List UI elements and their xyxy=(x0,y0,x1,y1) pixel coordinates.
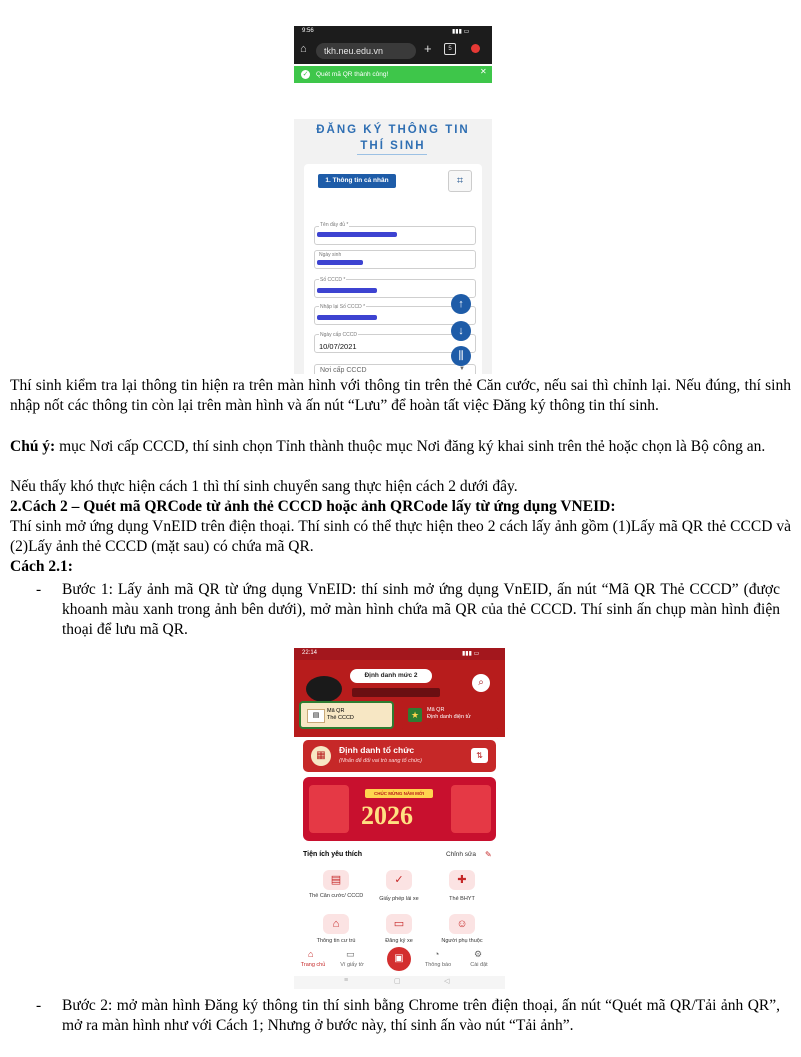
bell-icon[interactable]: ◔ xyxy=(434,949,440,959)
search-icon[interactable]: ⌕ xyxy=(472,674,490,692)
title-underline xyxy=(357,154,427,155)
org-identity-card[interactable] xyxy=(303,740,496,772)
paragraph-note xyxy=(10,437,791,457)
status-bar xyxy=(294,26,492,38)
dob-label: Ngày sinh xyxy=(319,252,342,258)
tab-wallet[interactable]: Ví giấy tờ xyxy=(340,962,364,968)
switch-icon[interactable]: ⇅ xyxy=(471,748,488,763)
success-toast: Quét mã QR thành công! xyxy=(294,66,492,83)
recents-icon[interactable]: ≡ xyxy=(344,977,349,984)
signal-battery-icon: ▮▮▮ ▭ xyxy=(452,29,470,35)
building-icon: ▦ xyxy=(311,746,331,766)
tabs-icon[interactable]: 5 xyxy=(444,43,456,55)
dependents-icon[interactable]: ☺ xyxy=(449,914,475,934)
heading-method-2: 2.Cách 2 – Quét mã QRCode từ ảnh thẻ CCCD hoặc ảnh QRCode lấy từ ứng dụng VNEID: xyxy=(10,498,616,515)
arrow-up-icon[interactable]: ↑ xyxy=(451,294,471,314)
new-tab-icon[interactable]: + xyxy=(424,41,432,56)
heading-method-2-1: Cách 2.1: xyxy=(10,558,73,575)
qr-cccd-text xyxy=(327,708,354,722)
phone-screenshot-vneid xyxy=(294,648,505,989)
id-number-label: Số CCCD * xyxy=(320,277,346,283)
bullet-dash: - xyxy=(36,581,42,598)
utility-bhyt-label: Thẻ BHYT xyxy=(449,896,475,902)
utility-id-card-label: Thẻ Căn cước/ CCCD xyxy=(308,893,364,899)
id-card-icon[interactable]: ▤ xyxy=(323,870,349,890)
profile-icon[interactable] xyxy=(471,44,480,53)
utility-residence-label: Thông tin cư trú xyxy=(316,938,356,944)
id-card-icon: ▤ xyxy=(307,709,325,723)
fullname-label: Tên đầy đủ * xyxy=(320,222,349,228)
residence-icon[interactable]: ⌂ xyxy=(323,914,349,934)
qr-eid-text xyxy=(427,707,471,721)
banner-year: 2026 xyxy=(361,801,413,830)
qr-scan-button[interactable]: ⌗ xyxy=(448,170,472,192)
utility-license-label: Giấy phép lái xe xyxy=(379,896,419,902)
qr-cccd-button[interactable] xyxy=(299,701,394,729)
utility-dependents-label: Người phụ thuộc xyxy=(441,938,483,944)
issue-place-placeholder: Nơi cấp CCCD xyxy=(320,367,367,374)
banner-left-panel xyxy=(309,785,349,833)
url-bar[interactable]: tkh.neu.edu.vn xyxy=(316,43,416,59)
emblem-icon: ★ xyxy=(408,708,422,722)
phone-screenshot-registration xyxy=(294,26,492,374)
check-icon: ✓ xyxy=(302,71,309,78)
bullet-dash-2: - xyxy=(36,997,42,1014)
gear-icon[interactable]: ⚙ xyxy=(474,949,483,959)
pencil-icon[interactable]: ✎ xyxy=(485,850,492,859)
favorites-title: Tiện ích yêu thích xyxy=(303,851,362,858)
redacted-name xyxy=(352,688,440,697)
redacted-id xyxy=(317,288,377,293)
tab-personal-info[interactable]: 1. Thông tin cá nhân xyxy=(318,174,396,188)
status-time: 9:56 xyxy=(302,28,314,34)
paragraph-switch-method: Nếu thấy khó thực hiện cách 1 thì thí sinh chuyển sang thực hiện cách 2 dưới đây. xyxy=(10,478,518,495)
paragraph-check-info: Thí sinh kiểm tra lại thông tin hiện ra trên màn hình với thông tin trên thẻ Căn cước, nếu sai thì chỉnh lại. Nếu đúng, thí sinh nhập nốt các thông tin còn lại trên màn hình và ấn nút “Lưu” để hoàn tất việc Đăng ký thông tin thí sinh. xyxy=(10,377,791,414)
status-bar xyxy=(294,648,505,660)
redacted-name xyxy=(317,232,397,237)
page-title-line1: ĐĂNG KÝ THÔNG TIN xyxy=(316,124,470,136)
health-insurance-icon[interactable]: ✚ xyxy=(449,870,475,890)
close-icon[interactable]: ✕ xyxy=(480,67,487,76)
issue-date-value: 10/07/2021 xyxy=(319,342,357,351)
redacted-dob xyxy=(317,260,363,265)
wallet-tab-icon[interactable]: ▭ xyxy=(346,949,355,959)
tab-notifications[interactable]: Thông báo xyxy=(424,962,452,968)
tab-home[interactable]: Trang chủ xyxy=(300,962,326,968)
note-text: mục Nơi cấp CCCD, thí sinh chọn Tỉnh thành thuộc mục Nơi đăng ký khai sinh trên thẻ hoặc chọn là Bộ công an. xyxy=(55,438,766,455)
page-title-line2: THÍ SINH xyxy=(360,140,426,152)
vehicle-icon[interactable]: ▭ xyxy=(386,914,412,934)
step-1: Bước 1: Lấy ảnh mã QR từ ứng dụng VnEID: thí sinh mở ứng dụng VnEID, ấn nút “Mã QR Thẻ CCCD” (được khoanh màu xanh trong ảnh bên dưới), mở màn hình chứa mã QR của thẻ CCCD. Thí sinh ấn chụp màn hình điện thoại để lưu mã QR. xyxy=(62,581,780,638)
home-nav-icon[interactable]: ▢ xyxy=(394,978,401,985)
step-2: Bước 2: mở màn hình Đăng ký thông tin thí sinh bằng Chrome trên điện thoại, ấn nút “Quét mã QR/Tải ảnh QR”, mở ra màn hình như với Cách 1; Nhưng ở bước này, thí sinh ấn vào nút “Tải ảnh”. xyxy=(62,997,780,1034)
utility-vehicle-label: Đăng ký xe xyxy=(385,938,413,944)
qr-eid-line2: Định danh điện tử xyxy=(427,714,471,720)
qr-cccd-line2: Thẻ CCCD xyxy=(327,715,354,721)
android-nav-bar xyxy=(294,976,505,989)
home-tab-icon[interactable]: ⌂ xyxy=(308,949,314,959)
issue-date-label: Ngày cấp CCCD xyxy=(320,332,357,338)
qr-center-button[interactable]: ▣ xyxy=(387,947,411,971)
signal-battery-icon: ▮▮▮ ▭ xyxy=(462,651,480,657)
banner-tag: CHÚC MỪNG NĂM MỚI xyxy=(365,789,433,798)
qr-cccd-line1: Mã QR xyxy=(327,708,345,714)
chevron-down-icon: ▼ xyxy=(459,366,465,372)
back-icon[interactable]: ◁ xyxy=(444,978,450,985)
avatar xyxy=(306,676,342,702)
org-subtitle: (Nhấn để đổi vai trò sang tổ chức) xyxy=(339,758,422,764)
edit-link[interactable]: Chỉnh sửa xyxy=(446,851,477,858)
qr-eid-line1: Mã QR xyxy=(427,707,445,713)
qr-eid-button[interactable] xyxy=(400,701,500,729)
status-time: 22:14 xyxy=(302,650,318,656)
banner-right-panel xyxy=(451,785,491,833)
level-badge[interactable]: Định danh mức 2 xyxy=(350,669,432,683)
note-label: Chú ý: xyxy=(10,438,56,455)
page-title xyxy=(294,122,492,154)
home-icon[interactable]: ⌂ xyxy=(300,43,307,55)
paragraph-method-2: Thí sinh mở ứng dụng VnEID trên điện thoại. Thí sinh có thể thực hiện theo 2 cách lấy ảnh gồm (1)Lấy mã QR thẻ CCCD và (2)Lấy ảnh thẻ CCCD (mặt sau) có chứa mã QR. xyxy=(10,518,791,555)
sliders-icon[interactable]: ⫼ xyxy=(451,346,471,366)
redacted-id-confirm xyxy=(317,315,377,320)
tab-settings[interactable]: Cài đặt xyxy=(470,962,488,968)
id-confirm-label: Nhập lại Số CCCD * xyxy=(320,304,366,310)
new-year-banner[interactable] xyxy=(303,777,496,841)
license-icon[interactable]: ✓ xyxy=(386,870,412,890)
arrow-down-icon[interactable]: ↓ xyxy=(451,321,471,341)
org-title: Định danh tổ chức xyxy=(339,745,415,755)
